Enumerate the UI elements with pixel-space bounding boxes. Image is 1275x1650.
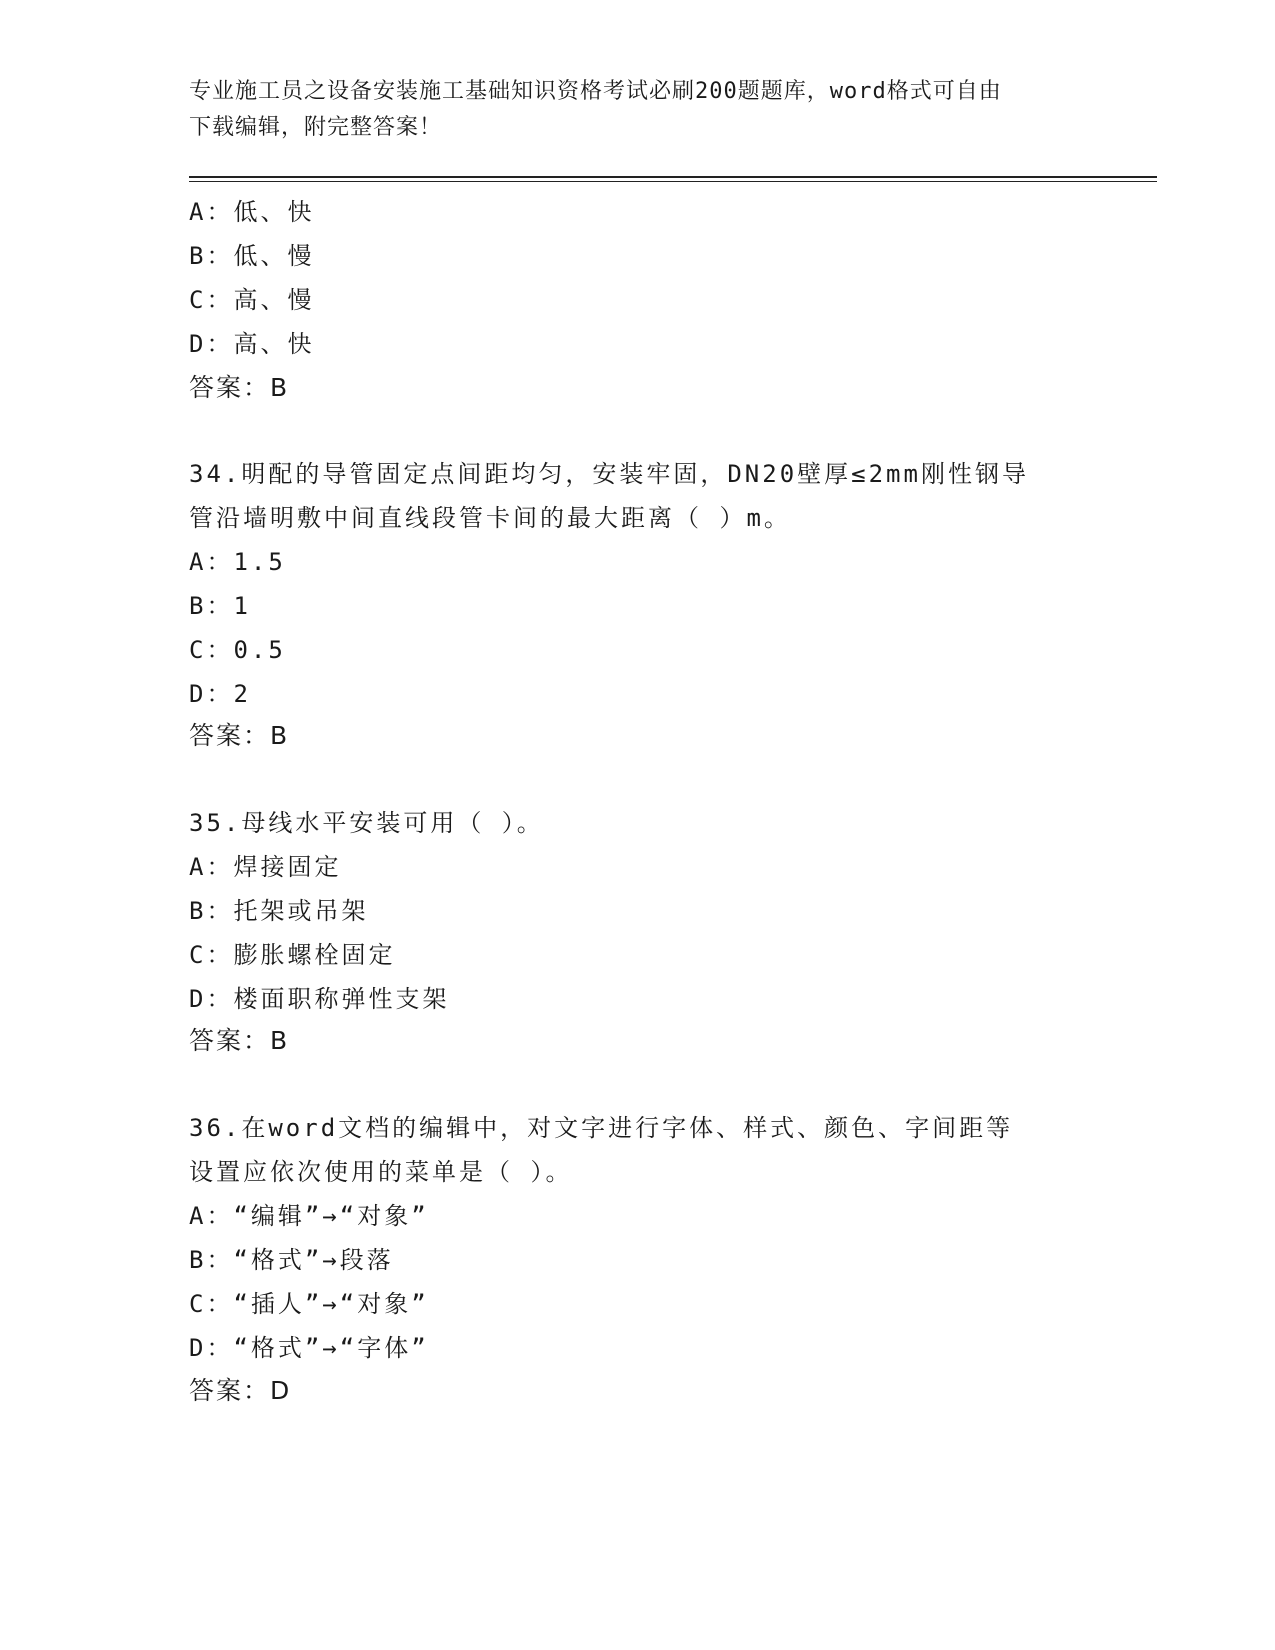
option-c: C：高、慢 bbox=[189, 286, 315, 314]
option-a: A：“编辑”→“对象” bbox=[189, 1202, 429, 1230]
question-36-stem-line-2: 设置应依次使用的菜单是（ ）。 bbox=[189, 1158, 573, 1186]
option-d: D：楼面职称弹性支架 bbox=[189, 985, 450, 1013]
document-header bbox=[189, 74, 1089, 146]
header-line-2: 下载编辑，附完整答案！ bbox=[189, 115, 443, 140]
answer-line: 答案：B bbox=[189, 721, 290, 750]
option-c: C：0.5 bbox=[189, 636, 286, 664]
answer-line: 答案：B bbox=[189, 1026, 290, 1055]
question-36-stem-line-1: 36.在word文档的编辑中，对文字进行字体、样式、颜色、字间距等 bbox=[189, 1114, 1014, 1142]
question-34-stem-line-1: 34.明配的导管固定点间距均匀，安装牢固，DN20壁厚≤2mm刚性钢导 bbox=[189, 460, 1029, 488]
question-35-stem-line-1: 35.母线水平安装可用（ ）。 bbox=[189, 809, 544, 837]
answer-line: 答案：D bbox=[189, 1376, 292, 1405]
option-a: A：低、快 bbox=[189, 198, 315, 226]
option-d: D：2 bbox=[189, 680, 251, 708]
header-divider bbox=[189, 176, 1157, 178]
option-d: D：高、快 bbox=[189, 330, 315, 358]
header-divider-thin bbox=[189, 181, 1157, 182]
option-b: B：1 bbox=[189, 592, 251, 620]
option-c: C：“插人”→“对象” bbox=[189, 1290, 429, 1318]
option-b: B：托架或吊架 bbox=[189, 897, 369, 925]
option-b: B：“格式”→段落 bbox=[189, 1246, 394, 1274]
option-a: A：焊接固定 bbox=[189, 853, 342, 881]
option-a: A：1.5 bbox=[189, 548, 286, 576]
option-d: D：“格式”→“字体” bbox=[189, 1334, 429, 1362]
option-b: B：低、慢 bbox=[189, 242, 315, 270]
option-c: C：膨胀螺栓固定 bbox=[189, 941, 396, 969]
answer-line: 答案：B bbox=[189, 373, 290, 402]
question-34-stem-line-2: 管沿墙明敷中间直线段管卡间的最大距离（ ）m。 bbox=[189, 504, 791, 532]
header-line-1: 专业施工员之设备安装施工基础知识资格考试必刷200题题库，word格式可自由 bbox=[189, 79, 1002, 104]
